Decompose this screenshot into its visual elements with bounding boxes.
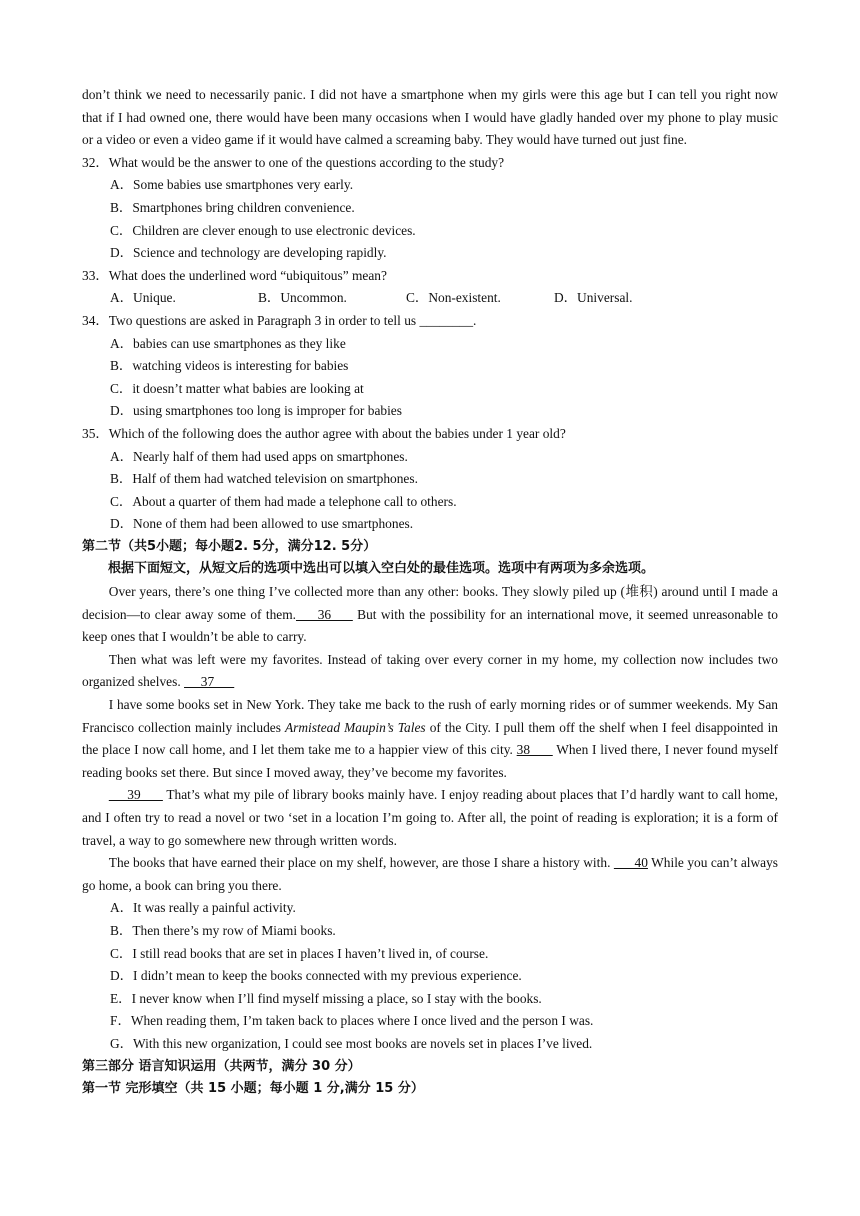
option-g: G．With this new organization, I could see most books are novels set in places I’ve lived. bbox=[110, 1035, 593, 1051]
text: The books that have earned their place on my shelf, however, are those I share a history with. bbox=[108, 855, 614, 871]
option-b: B．Half of them had watched television on smartphones. bbox=[110, 471, 418, 487]
question-stem: 32．What would be the answer to one of the questions according to the study? bbox=[82, 154, 505, 170]
option-c: C．Non-existent. bbox=[406, 290, 501, 306]
question-stem: 34．Two questions are asked in Paragraph 3 in order to tell us ________. bbox=[82, 312, 477, 328]
option-b: B．Then there’s my row of Miami books. bbox=[110, 922, 336, 938]
option-b: B．watching videos is interesting for babies bbox=[110, 358, 349, 374]
passage-paragraph-5 bbox=[82, 852, 778, 897]
option-d: D．None of them had been allowed to use smartphones. bbox=[110, 516, 414, 532]
section-2-heading: 第二节（共5小题；每小题2. 5分，满分12. 5分） bbox=[82, 538, 377, 554]
intro-paragraph: don’t think we need to necessarily panic. I did not have a smartphone when my girls were this age but I can tell you right now that if I had owned one, there would have been many occasions when I would have gladly handed over my phone to play music or a video or even a video game if it would have calmed a screaming baby. They would have turned out just fine. bbox=[82, 87, 778, 148]
option-a: A．Nearly half of them had used apps on smartphones. bbox=[110, 448, 408, 464]
text: of the City. I pull them off the shelf when I feel disappointed in the place I now call home, and I let them take me to a happier view of this city. bbox=[82, 719, 778, 758]
blank-36: 36 bbox=[295, 606, 353, 622]
text: When I lived there, I never found myself reading books set there. But since I moved away, they’ve become my favorites. bbox=[82, 742, 778, 780]
option-d: D．using smartphones too long is improper for babies bbox=[110, 403, 402, 419]
question-33 bbox=[82, 265, 778, 310]
text: Then what was left were my favorites. Instead of taking over every corner in my home, my collection now includes two organized shelves. bbox=[82, 651, 778, 690]
option-c: C．Children are clever enough to use electronic devices. bbox=[110, 222, 416, 238]
question-stem: 33．What does the underlined word “ubiquitous” mean? bbox=[82, 267, 387, 283]
question-34 bbox=[82, 310, 778, 423]
option-c: C．I still read books that are set in places I haven’t lived in, of course. bbox=[110, 945, 489, 961]
option-d: D．Universal. bbox=[554, 290, 633, 306]
options-row bbox=[110, 287, 778, 310]
option-b: B．Smartphones bring children convenience. bbox=[110, 199, 355, 215]
option-f: F．When reading them, I’m taken back to places where I once lived and the person I was. bbox=[110, 1013, 594, 1029]
question-32 bbox=[82, 152, 778, 265]
option-b: B．Uncommon. bbox=[258, 290, 347, 306]
part-3-sub-heading: 第一节 完形填空（共 15 小题；每小题 1 分,满分 15 分） bbox=[82, 1081, 424, 1097]
text: I have some books set in New York. They take me back to the rush of early morning rides or of summer weekends. My San Francisco collection mainly includes bbox=[82, 697, 778, 735]
passage-paragraph-2 bbox=[82, 649, 778, 694]
section-2-instruction: 根据下面短文，从短文后的选项中选出可以填入空白处的最佳选项。选项中有两项为多余选项。 bbox=[108, 561, 655, 577]
blank-40: 40 bbox=[613, 855, 648, 871]
option-a: A．It was really a painful activity. bbox=[110, 900, 296, 916]
passage-paragraph-3 bbox=[82, 694, 778, 784]
option-c: C．About a quarter of them had made a telephone call to others. bbox=[110, 493, 457, 509]
blank-38: 38 bbox=[516, 742, 553, 758]
blank-37: 37 bbox=[184, 674, 235, 690]
blank-39: 39 bbox=[108, 787, 163, 803]
text: While you can’t always go home, a book can bring you there. bbox=[82, 855, 779, 893]
exam-page bbox=[82, 84, 778, 1101]
passage-paragraph-4 bbox=[82, 784, 778, 852]
passage-paragraph-1 bbox=[82, 581, 778, 649]
option-c: C．it doesn’t matter what babies are looking at bbox=[110, 380, 364, 396]
text: That’s what my pile of library books mainly have. I enjoy reading about places that I’d hardly want to call home, and I often try to read a novel or two ‘set in a location I’m going to. After all, the point of reading is exploration; it is a form of travel, a way to go somewhere new through written words. bbox=[82, 787, 778, 848]
option-d: D．Science and technology are developing rapidly. bbox=[110, 245, 387, 261]
question-35 bbox=[82, 423, 778, 536]
option-e: E．I never know when I’ll find myself missing a place, so I stay with the books. bbox=[110, 990, 542, 1006]
option-d: D．I didn’t mean to keep the books connected with my previous experience. bbox=[110, 968, 522, 984]
option-a: A．Unique. bbox=[110, 290, 176, 306]
question-stem: 35．Which of the following does the author agree with about the babies under 1 year old? bbox=[82, 425, 566, 441]
part-3-heading: 第三部分 语言知识运用（共两节，满分 30 分） bbox=[82, 1058, 361, 1074]
text: Over years, there’s one thing I’ve collected more than any other: books. They slowly piled up (堆积) around until I made a decision—to clear away some of them. bbox=[82, 584, 778, 622]
book-title: Armistead Maupin’s Tales bbox=[285, 719, 426, 735]
option-a: A．babies can use smartphones as they like bbox=[110, 335, 346, 351]
text: But with the possibility for an international move, it seemed unreasonable to keep ones that I wouldn’t be able to carry. bbox=[82, 606, 778, 645]
option-a: A．Some babies use smartphones very early. bbox=[110, 177, 354, 193]
section-2-options bbox=[82, 897, 778, 1055]
